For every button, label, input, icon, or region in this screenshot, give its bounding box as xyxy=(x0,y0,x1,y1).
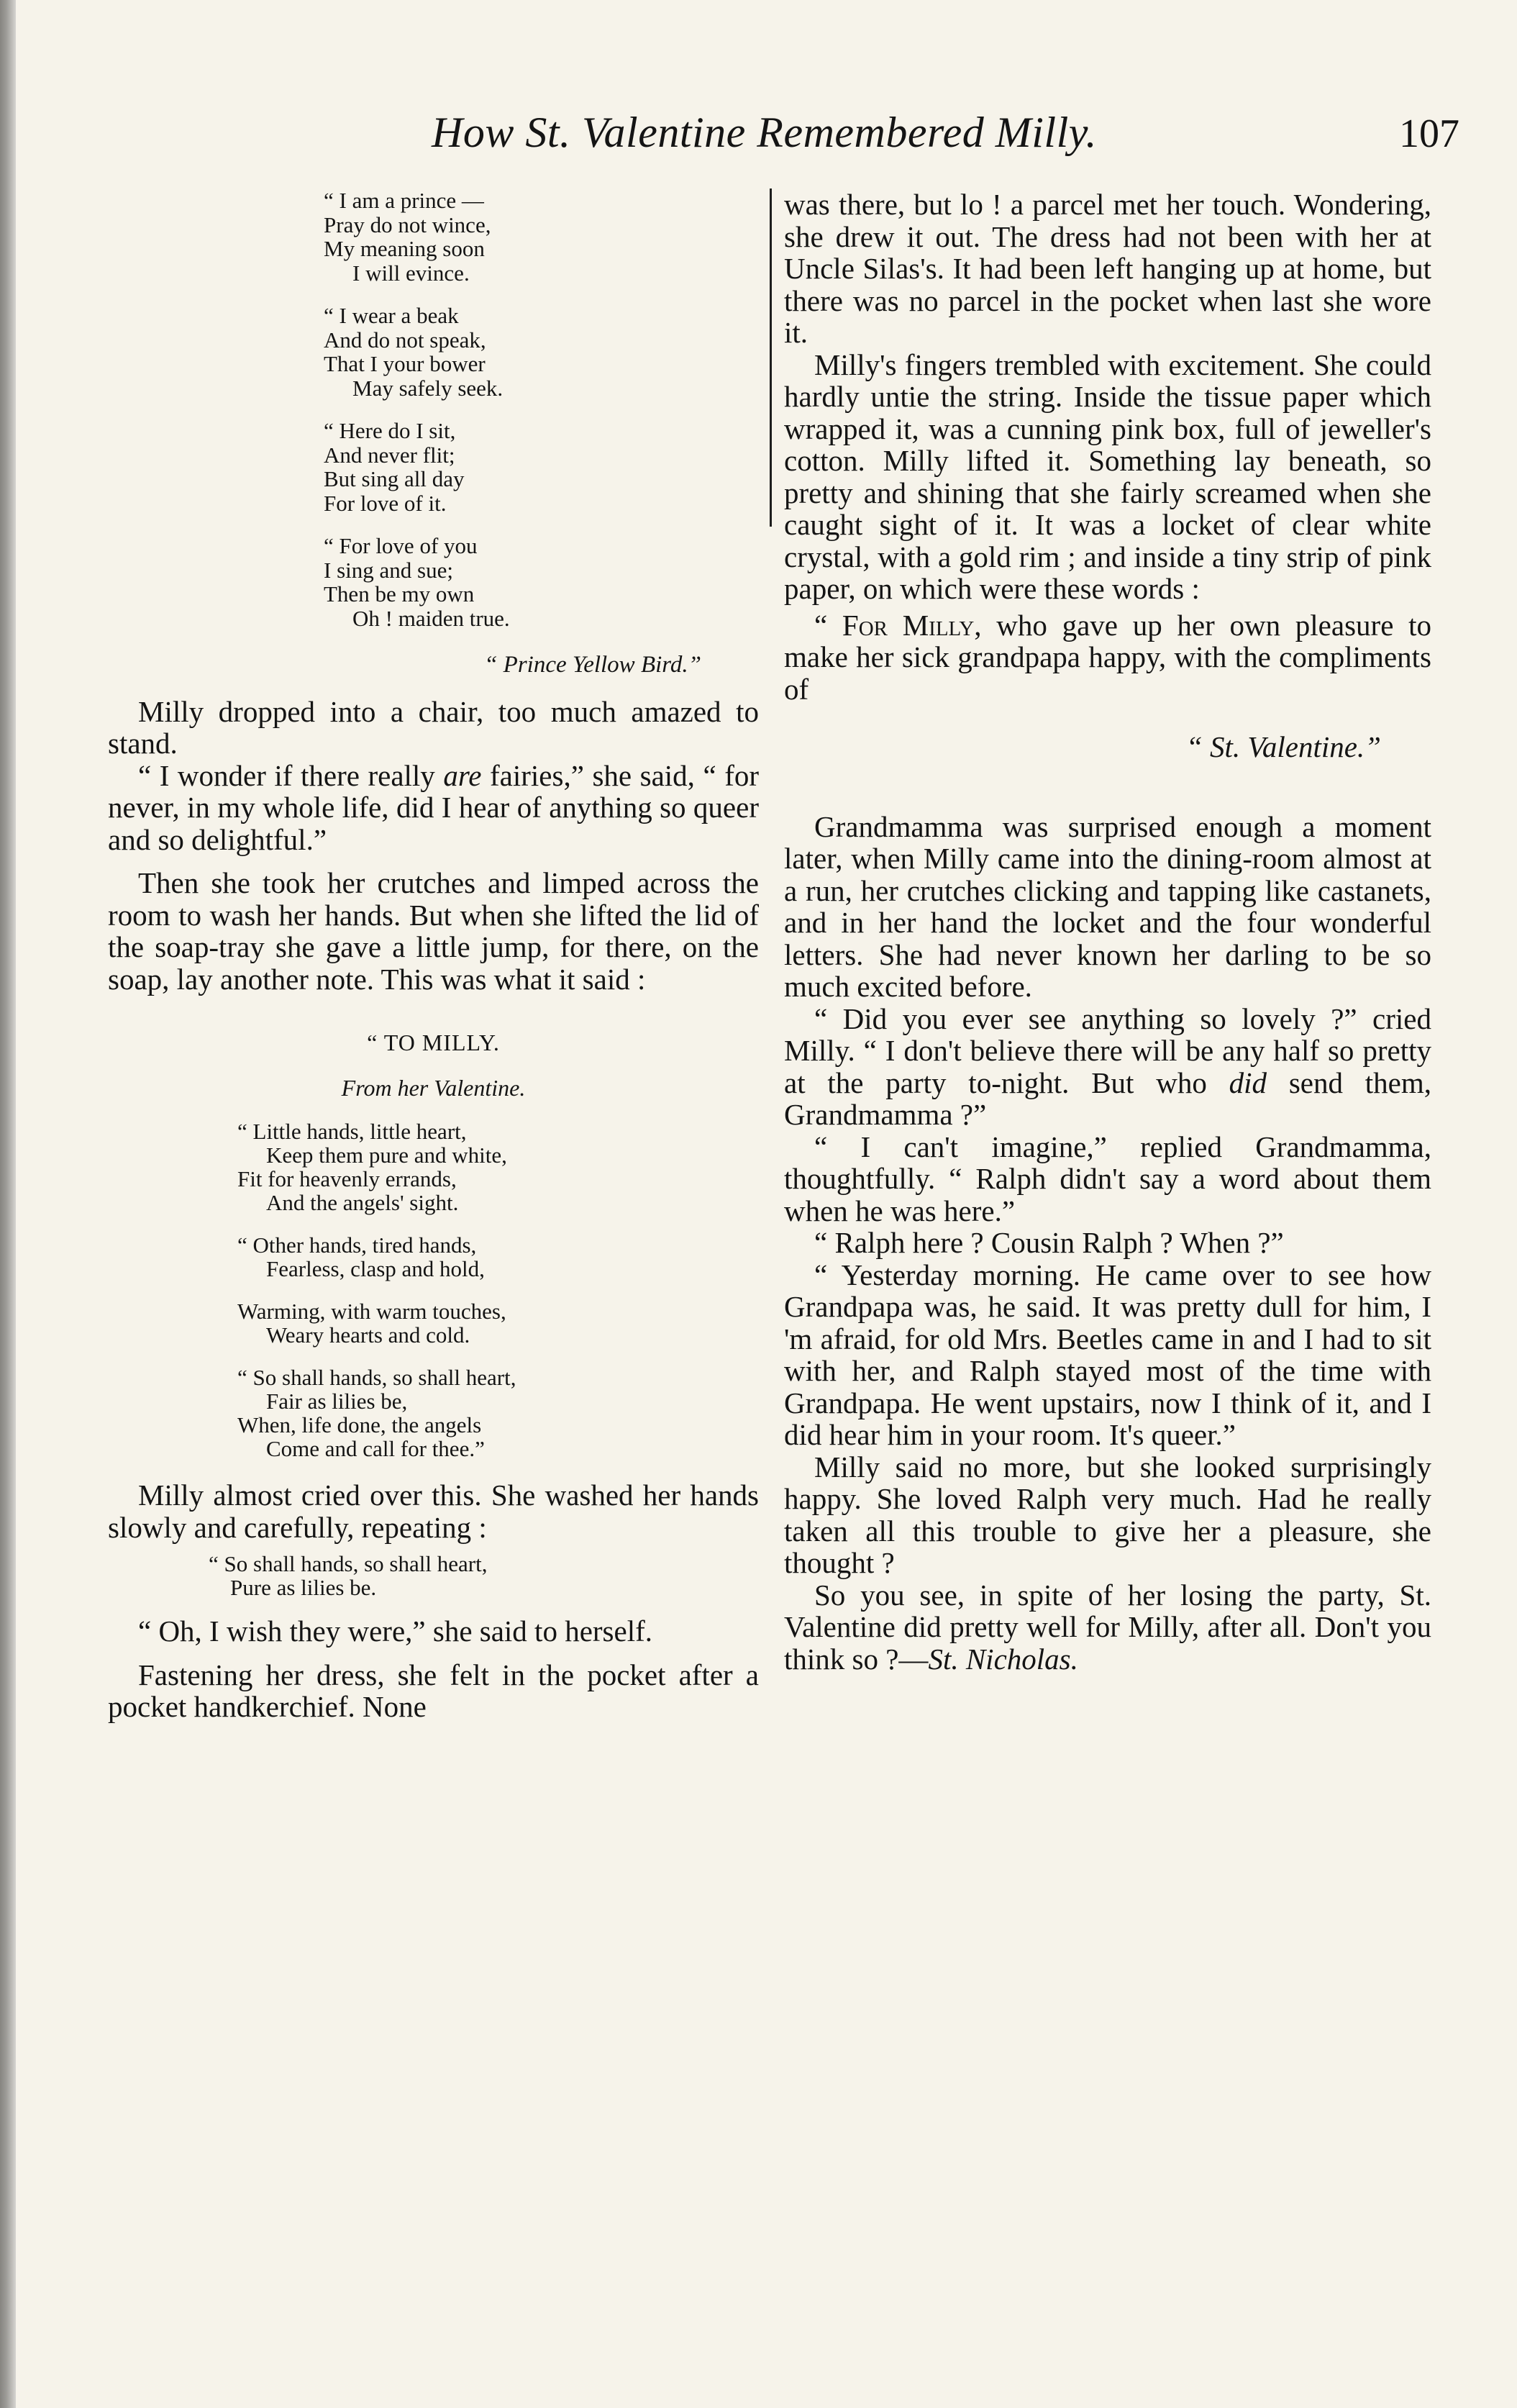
poem-line: Oh ! maiden true. xyxy=(352,605,510,631)
locket-note: “ For Milly, who gave up her own pleasure to make her sick grandpapa happy, with the compliments of xyxy=(784,608,1431,706)
quote-line: “ So shall hands, so shall heart, xyxy=(209,1551,488,1576)
quote-line: Pure as lilies be. xyxy=(230,1575,377,1600)
paragraph: “ Did you ever see anything so lovely ?” cried Milly. “ I don't believe there will be any half so pretty at the party to-night. But who did send them, Grandmamma ?” xyxy=(784,1001,1432,1131)
page-number: 107 xyxy=(1399,112,1459,156)
paragraph: Then she took her crutches and limped across the room to wash her hands. But when she lifted the lid of the soap-tray she gave a little jump, for there, on the soap, lay another note. This was what it said : xyxy=(108,866,759,996)
note-stanza xyxy=(108,1299,759,1347)
paragraph: Fastening her dress, she felt in the pocket after a pocket handkerchief. None xyxy=(108,1658,759,1723)
poem-line: And do not speak, xyxy=(324,327,486,353)
valentine-signature: “ St. Valentine.” xyxy=(1185,730,1381,763)
poem-signature: “ Prince Yellow Bird.” xyxy=(484,652,701,678)
poem-line: And never flit; xyxy=(324,442,455,468)
column-rule xyxy=(770,188,772,527)
poem-line: Weary hearts and cold. xyxy=(266,1322,470,1348)
poem-line: “ Little hands, little heart, xyxy=(237,1119,467,1144)
poem-line: And the angels' sight. xyxy=(266,1190,459,1215)
note-title: “ TO MILLY. xyxy=(367,1030,500,1055)
note-stanza xyxy=(108,1233,759,1281)
paragraph: was there, but lo ! a parcel met her touch. Wondering, she drew it out. The dress had not been with her at Uncle Silas's. It had been left hanging up at home, but there was no parcel in the pocket when last she wore it. xyxy=(784,188,1431,349)
poem-line: “ So shall hands, so shall heart, xyxy=(237,1365,516,1390)
paragraph: “ Ralph here ? Cousin Ralph ? When ?” xyxy=(814,1226,1284,1259)
paragraph: Grandmamma was surprised enough a moment later, when Milly came into the dining-room almost at a run, her crutches clicking and tapping like castanets, and in her hand the locket and the four wonderful letters. She had never known her darling to be so much excited before. xyxy=(784,809,1431,1003)
binding-edge xyxy=(0,0,16,2408)
poem-line: “ I wear a beak xyxy=(324,303,459,328)
left-column xyxy=(108,188,759,1865)
poem-stanza xyxy=(108,304,759,400)
poem-line: I will evince. xyxy=(352,260,470,286)
paragraph: Milly's fingers trembled with excitement. She could hardly untie the string. Inside the tissue paper which wrapped it, was a cunning pink box, full of jeweller's cotton. Milly lifted it. Something lay beneath, so pretty and shining that she fairly screamed when she caught sight of it. It was a locket of clear white crystal, with a gold rim ; and inside a tiny strip of pink paper, on which were these words : xyxy=(784,347,1431,605)
note-stanza xyxy=(108,1119,759,1214)
poem-line: May safely seek. xyxy=(352,375,504,401)
paragraph: “ I wonder if there really are fairies,” she said, “ for never, in my whole life, did I hear of anything so queer and so delightful.” xyxy=(108,758,759,856)
poem-line: My meaning soon xyxy=(324,236,485,261)
poem-stanza xyxy=(108,419,759,515)
paragraph: “ Yesterday morning. He came over to see how Grandpapa was, he said. It was pretty dull for him, I 'm afraid, for old Mrs. Beetles came in and I had to sit with her, and Ralph stayed most of the time with Grandpapa. He went upstairs, now I think of it, and I did hear him in your room. It's queer.” xyxy=(784,1258,1431,1451)
note-stanza xyxy=(108,1366,759,1460)
paragraph: “ I can't imagine,” replied Grandmamma, thoughtfully. “ Ralph didn't say a word about them when he was here.” xyxy=(784,1130,1431,1227)
poem-line: Fit for heavenly errands, xyxy=(237,1166,457,1191)
poem-line: Then be my own xyxy=(324,581,475,606)
poem-stanza xyxy=(108,534,759,630)
note-subtitle: From her Valentine. xyxy=(341,1074,526,1101)
repeated-quote xyxy=(108,1552,759,1599)
poem-line: “ Other hands, tired hands, xyxy=(237,1232,477,1258)
poem-line: Keep them pure and white, xyxy=(266,1142,507,1168)
poem-line: Warming, with warm touches, xyxy=(237,1299,506,1324)
poem-line: But sing all day xyxy=(324,466,465,491)
poem-line: For love of it. xyxy=(324,490,447,516)
poem-line: “ Here do I sit, xyxy=(324,418,456,443)
poem-line: “ I am a prince — xyxy=(324,188,484,213)
poem-line: Come and call for thee.” xyxy=(266,1436,485,1461)
paragraph: So you see, in spite of her losing the party, St. Valentine did pretty well for Milly, after all. Don't you think so ?—St. Nicholas. xyxy=(784,1578,1431,1676)
paragraph: Milly said no more, but she looked surprisingly happy. She loved Ralph very much. Had he really taken all this trouble to give her a pleasure, she thought ? xyxy=(784,1450,1431,1579)
right-column xyxy=(784,188,1431,1865)
poem-line: “ For love of you xyxy=(324,533,478,558)
poem-line: Fearless, clasp and hold, xyxy=(266,1256,485,1281)
poem-line: I sing and sue; xyxy=(324,557,453,583)
poem-line: When, life done, the angels xyxy=(237,1412,482,1437)
page-header xyxy=(403,108,1459,165)
paragraph: “ Oh, I wish they were,” she said to herself. xyxy=(138,1614,652,1648)
poem-stanza xyxy=(108,188,759,285)
paragraph: Milly dropped into a chair, too much amazed to stand. xyxy=(108,694,759,760)
poem-line: Fair as lilies be, xyxy=(266,1389,408,1414)
poem-line: Pray do not wince, xyxy=(324,212,491,237)
paragraph: Milly almost cried over this. She washed her hands slowly and carefully, repeating : xyxy=(108,1478,759,1544)
running-head: How St. Valentine Remembered Milly. xyxy=(432,109,1098,156)
poem-line: That I your bower xyxy=(324,351,486,376)
